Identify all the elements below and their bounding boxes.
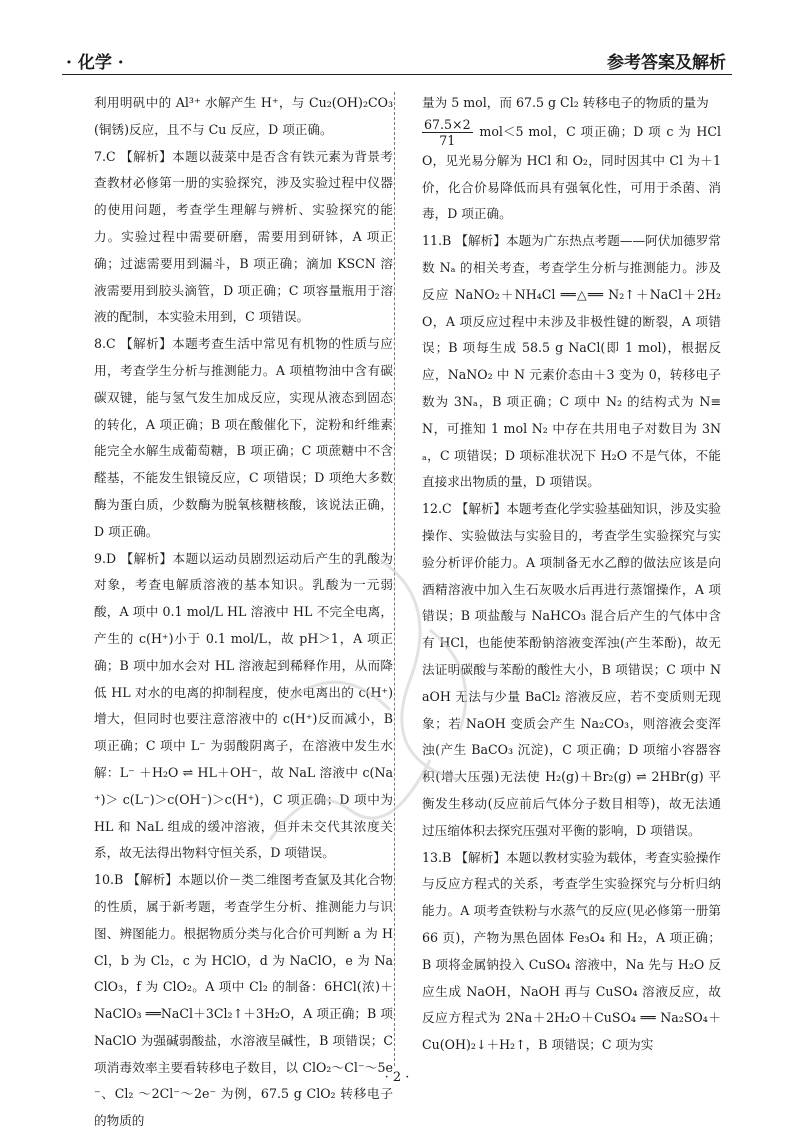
column-divider	[394, 92, 395, 1066]
right-column	[403, 90, 721, 1059]
left-column	[75, 90, 393, 1135]
fraction: $\frac{67.5\times 2}{71}$	[424, 116, 471, 148]
header-rule	[62, 74, 732, 75]
answer-8: 8.C 【解析】本题考查生活中常见有机物的性质与应用，考查学生分析与推测能力。A 项植物油中含有碳碳双键，能与氢气发生加成反应，实现从液态到固态的转化，A 项正确；B 项在酸催化下，淀粉和纤维素能完全水解生成葡萄糖，B 项正确；C 项蔗糖中不含醛基，不能发生银镜反应，C 项错误；D 项绝大多数酶为蛋白质，少数酶为脱氧核糖核酸，该说法正确，D 项正确。	[94, 336, 393, 539]
answer-11: 11.B 【解析】本题为广东热点考题——阿伏加德罗常数 Nₐ 的相关考查，考查学生分析与推测能力。涉及反应 NaNO₂＋NH₄Cl ══△══ N₂↑＋NaCl＋2H₂O，A 项反应过程中未涉及非极性键的断裂，A 项错误；B 项每生成 58.5 g NaCl(即 1 mol)，根据反应，NaNO₂ 中 N 元素价态由＋3 变为 0，转移电子数为 3Nₐ，B 项正确；C 项中 N₂ 的结构式为 N≡N，可推知 1 mol N₂ 中存在共用电子对数目为 3Nₐ，C 项错误；D 项标准状况下 H₂O 不是气体，不能直接求出物质的量，D 项错误。	[422, 233, 721, 490]
section-title: 参考答案及解析	[607, 53, 726, 73]
subject-label: · 化学 ·	[66, 53, 124, 73]
page-header	[62, 46, 732, 76]
answer-13: 13.B 【解析】本题以教材实验为载体，考查实验操作与反应方程式的关系，考查学生实验探究与分析归纳能力。A 项考查铁粉与水蒸气的反应(见必修第一册第 66 页)，产物为黑色固体 Fe₃O₄ 和 H₂，A 项正确；B 项将金属钠投入 CuSO₄ 溶液中，Na 先与 H₂O 反应生成 NaOH，NaOH 再与 CuSO₄ 溶液反应，故反应方程式为 2Na＋2H₂O＋CuSO₄ ══ Na₂SO₄＋Cu(OH)₂↓＋H₂↑，B 项错误；C 项为实	[422, 849, 721, 1053]
page-number: · 2 ·	[384, 1070, 410, 1085]
answer-10: 10.B 【解析】本题以价－类二维图考查氯及其化合物的性质，属于新考题，考查学生分析、推测能力与识图、辨图能力。根据物质分类与化合价可判断 a 为 HCl，b 为 Cl₂，c 为 HClO，d 为 NaClO，e 为 NaClO₃，f 为 ClO₂。A 项中 Cl₂ 的制备：6HCl(浓)＋NaClO₃ ══NaCl＋3Cl₂↑＋3H₂O，A 项正确；B 项 NaClO 为强碱弱酸盐，水溶液呈碱性，B 项错误；C 项消毒效率主要看转移电子数目，以 ClO₂～Cl⁻～5e⁻、Cl₂ ～2Cl⁻～2e⁻ 为例，67.5 g ClO₂ 转移电子的物质的	[94, 872, 393, 1129]
answer-7: 7.C 【解析】本题以菠菜中是否含有铁元素为背景考查教材必修第一册的实验探究，涉及实验过程中仪器的使用问题，考查学生理解与辨析、实验探究的能力。实验过程中需要研磨，需要用到研钵，A 项正确；过滤需要用到漏斗，B 项正确；滴加 KSCN 溶液需要用到胶头滴管，D 项正确；C 项容量瓶用于溶液的配制，本实验未用到，C 项错误。	[94, 148, 393, 325]
answer-12: 12.C 【解析】本题考查化学实验基础知识，涉及实验操作、实验做法与实验目的，考查学生实验探究与实验分析评价能力。A 项制备无水乙醇的做法应该是向酒精溶液中加入生石灰吸水后再进行蒸馏操作，A 项错误；B 项盐酸与 NaHCO₃ 混合后产生的气体中含有 HCl，也能使苯酚钠溶液变浑浊(产生苯酚)，故无法证明碳酸与苯酚的酸性大小，B 项错误；C 项中 NaOH 无法与少量 BaCl₂ 溶液反应，若不变质则无现象；若 NaOH 变质会产生 Na₂CO₃，则溶液会变浑浊(产生 BaCO₃ 沉淀)，C 项正确；D 项缩小容器容积(增大压强)无法使 H₂(g)＋Br₂(g) ⇌ 2HBr(g) 平衡发生移动(反应前后气体分子数目相等)，故无法通过压缩体积去探究压强对平衡的影响，D 项错误。	[422, 501, 721, 838]
answer-9: 9.D 【解析】本题以运动员剧烈运动后产生的乳酸为对象，考查电解质溶液的基本知识。乳酸为一元弱酸，A 项中 0.1 mol/L HL 溶液中 HL 不完全电离，产生的 c(H⁺)小于 0.1 mol/L，故 pH＞1，A 项正确；B 项中加水会对 HL 溶液起到稀释作用，从而降低 HL 对水的电离的抑制程度，使水电离出的 c(H⁺)增大，但同时也要注意溶液中的 c(H⁺)反而减小，B 项正确；C 项中 L⁻ 为弱酸阴离子，在溶液中发生水解：L⁻ ＋H₂O ⇌ HL＋OH⁻，故 NaL 溶液中 c(Na⁺)＞ c(L⁻)＞c(OH⁻)＞c(H⁺)，C 项正确；D 项中为 HL 和 NaL 组成的缓冲溶液，但并未交代其浓度关系，故无法得出物料守恒关系，D 项错误。	[94, 550, 393, 861]
answer-10-continued: 量为 5 mol，而 67.5 g Cl₂ 转移电子的物质的量为 $\frac{67.5\times 2}{71}$ mol＜5 mol，C 项正确；D 项 c 为 HClO，见光易分解为 HCl 和 O₂，同时因其中 Cl 为＋1 价，化合价易降低而具有强氧化性，可用于杀菌、消毒，D 项正确。	[422, 95, 722, 222]
paragraph-6-continued: 利用明矾中的 Al³⁺ 水解产生 H⁺，与 Cu₂(OH)₂CO₃(铜锈)反应，且不与 Cu 反应，D 项正确。	[94, 95, 393, 137]
